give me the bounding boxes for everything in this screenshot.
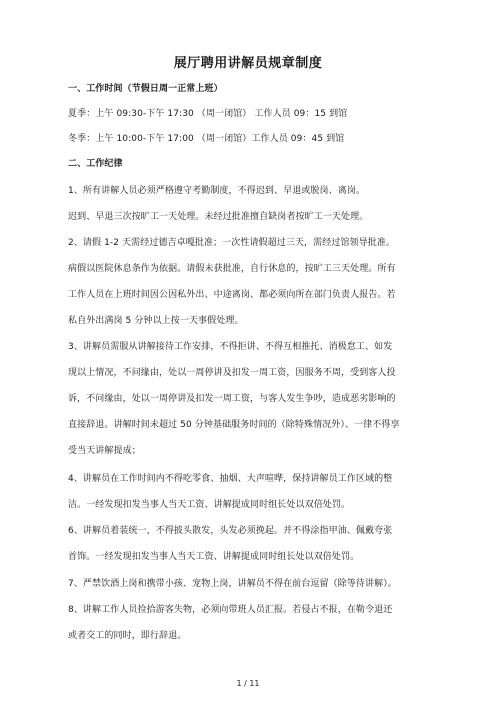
summer-hours-line: 夏季：上午 09:30-下午 17:30 （周一闭馆） 工作人员 09：15 到馆	[68, 109, 348, 119]
paragraph-line: 洁。一经发现扣发当事人当天工资、讲解提成同时组长处以双倍处罚。	[68, 500, 351, 510]
page-number: 1 / 11	[236, 679, 260, 688]
section-heading-work-hours: 一、工作时间（节假日周一正常上班）	[68, 84, 223, 94]
paragraph-line: 诉，不问缘由，处以一周停讲及扣发一周工资，与客人发生争吵，造成恶劣影响的	[68, 394, 396, 404]
paragraph-line: 8、讲解工作人员捡拾游客失物，必须向带班人员汇报。若侵占不报，在勒令退还	[68, 605, 393, 615]
paragraph-line: 现以上情况，不问缘由，处以一周停讲及扣发一周工资，因服务不周，受到客人投	[68, 368, 396, 378]
paragraph-line: 3、讲解员需服从讲解接待工作安排，不得拒讲、不得互相推托、消极怠工、如发	[68, 342, 393, 352]
paragraph-line: 受当天讲解提成；	[68, 446, 141, 456]
paragraph-line: 首饰。一经发现扣发当事人当天工资、讲解提成同时组长处以双倍处罚。	[68, 552, 360, 562]
paragraph-line: 1、所有讲解人员必须严格遵守考勤制度，不得迟到、早退或脱岗、离岗。	[68, 186, 366, 196]
section-heading-discipline: 二、工作纪律	[68, 159, 123, 169]
paragraph-line: 7、严禁饮酒上岗和携带小孩、宠物上岗，讲解员不得在前台逗留（除等待讲解）。	[68, 579, 397, 589]
paragraph-line: 直接辞退。讲解时间未超过 50 分钟基础服务时间的（除特殊情况外）、一律不得享	[68, 420, 400, 430]
paragraph-line: 2、请假 1-2 天需经过德吉卓嘎批准；一次性请假超过三天，需经过馆领导批准。	[68, 238, 396, 248]
paragraph-line: 4、讲解员在工作时间内不得吃零食、抽烟、大声喧哗，保持讲解员工作区域的整	[68, 474, 393, 484]
paragraph-line: 私自外出满岗 5 分钟以上按一天事假处理。	[68, 316, 244, 326]
page-title: 展厅聘用讲解员规章制度	[173, 56, 323, 71]
paragraph-line: 或者交工的同时，即行辞退。	[68, 631, 187, 641]
paragraph-line: 6、讲解员着装统一，不得披头散发，头发必须挽起。并不得涂指甲油、佩戴夸张	[68, 526, 393, 536]
paragraph-line: 工作人员在上班时间因公因私外出、中途离岗、都必须向所在部门负责人报告。若	[68, 290, 396, 300]
paragraph-line: 迟到、早退三次按旷工一天处理。未经过批准擅自缺岗者按旷工一天处理。	[68, 212, 369, 222]
winter-hours-line: 冬季：上午 10:00-下午 17:00 （周一闭馆）工作人员 09：45 到馆	[68, 134, 345, 144]
paragraph-line: 病假以医院休息条作为依据。请假未获批准，自行休息的，按旷工三天处理。所有	[68, 264, 396, 274]
